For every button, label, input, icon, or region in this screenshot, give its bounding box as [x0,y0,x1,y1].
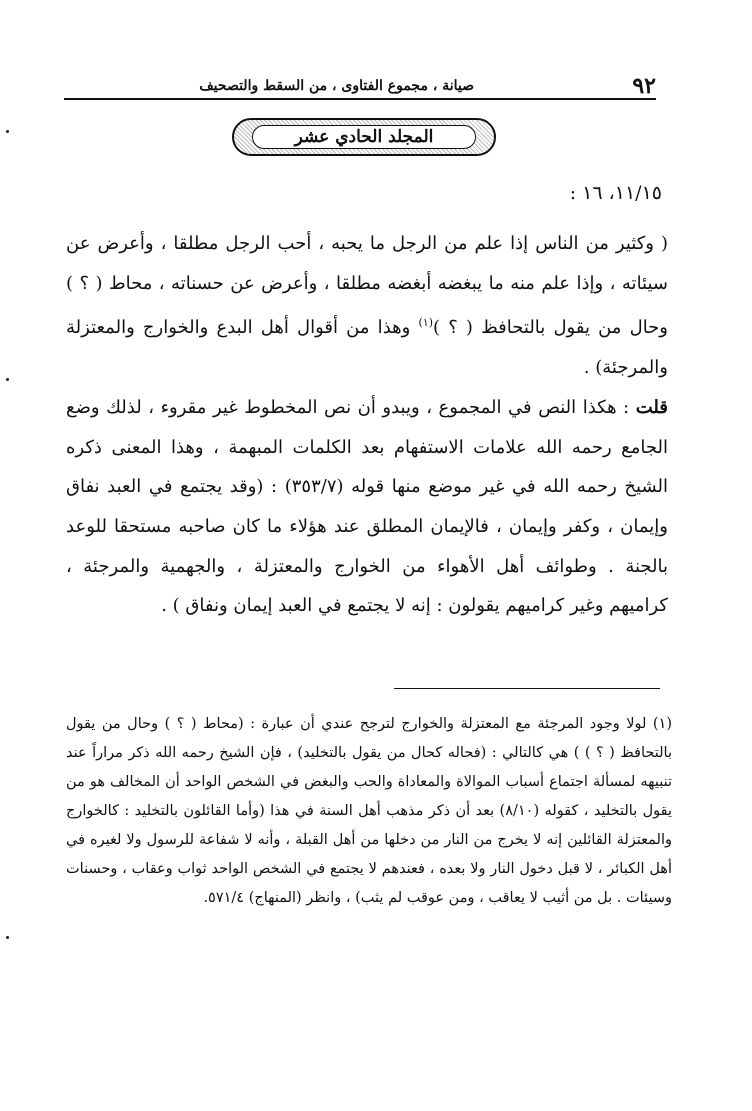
quoted-passage [66,224,668,388]
margin-mark [6,378,9,381]
footnote: (١) لولا وجود المرجئة مع المعتزلة والخوارج لترجح عندي أن عبارة : (محاط ( ؟ ) وحال من يقول بالتحافظ ( ؟ ) ) هي كالتالي : (فحاله كحال من يقول بالتخليد) ، فإن الشيخ رحمه الله ذكر مراراً عند تنبيهه لمسألة اجتماع أسباب الموالاة والمعاداة والحب والبغض في الشخص الواحد أن المخالف هو من يقول بالتخليد ، كقوله (٨/١٠) بعد أن ذكر مذهب أهل السنة في هذا (وأما القائلون بالتخليد : كالخوارج والمعتزلة القائلين إنه لا يخرج من النار من دخلها من أهل القبلة ، وأنه لا شفاعة للرسول ولا لغيره في أهل الكبائر ، لا قبل دخول النار ولا بعده ، فعندهم لا يجتمع في الشخص الواحد ثواب وعقاب ، وحسنات وسيئات . بل من أثيب لا يعاقب ، ومن عوقب لم يثب) ، وانظر (المنهاج) ٥٧١/٤. [66,716,672,906]
volume-title-frame [232,118,496,156]
running-header [64,74,656,100]
commentary-text: : هكذا النص في المجموع ، ويبدو أن نص المخطوط غير مقروء ، لذلك وضع الجامع رحمه الله علامات الاستفهام بعد الكلمات المبهمة ، وهذا المعنى ذكره الشيخ رحمه الله في غير موضع منها قوله (٣٥٣/٧) : (وقد يجتمع في العبد نفاق وإيمان ، وكفر وإيمان ، فالإيمان المطلق عند هؤلاء ما كان صاحبه مستحقا للوعد بالجنة . وطوائف أهل الأهواء من الخوارج والمعتزلة ، والجهمية والمرجئة ، كراميهم وغير كراميهم يقولون : إنه لا يجتمع في العبد إيمان ونفاق ) . [66,396,668,617]
margin-mark [6,130,9,133]
margin-mark [6,936,9,939]
commentary-paragraph [66,388,668,626]
main-text [66,224,668,626]
page-number: ٩٢ [632,73,656,99]
volume-page-reference: ١١/١٥، ١٦ : [569,182,662,204]
volume-title: المجلد الحادي عشر [252,125,476,149]
qalat-label: قلت [635,396,668,418]
running-title: صيانة ، مجموع الفتاوى ، من السقط والتصحيف [199,78,474,94]
footnote-marker: (١) [418,316,434,330]
quote-end-text: وهذا من أقوال أهل البدع والخوارج والمعتزلة والمرجئة) . [66,317,668,379]
quote-text: ( وكثير من الناس إذا علم من الرجل ما يحبه ، أحب الرجل مطلقا ، وأعرض عن سيئاته ، وإذا علم منه ما يبغضه أبغضه مطلقا ، وأعرض عن حسناته ، محاط ( ؟ ) وحال من يقول بالتحافظ ( ؟ ) [66,233,668,339]
footnote-separator [394,688,660,689]
